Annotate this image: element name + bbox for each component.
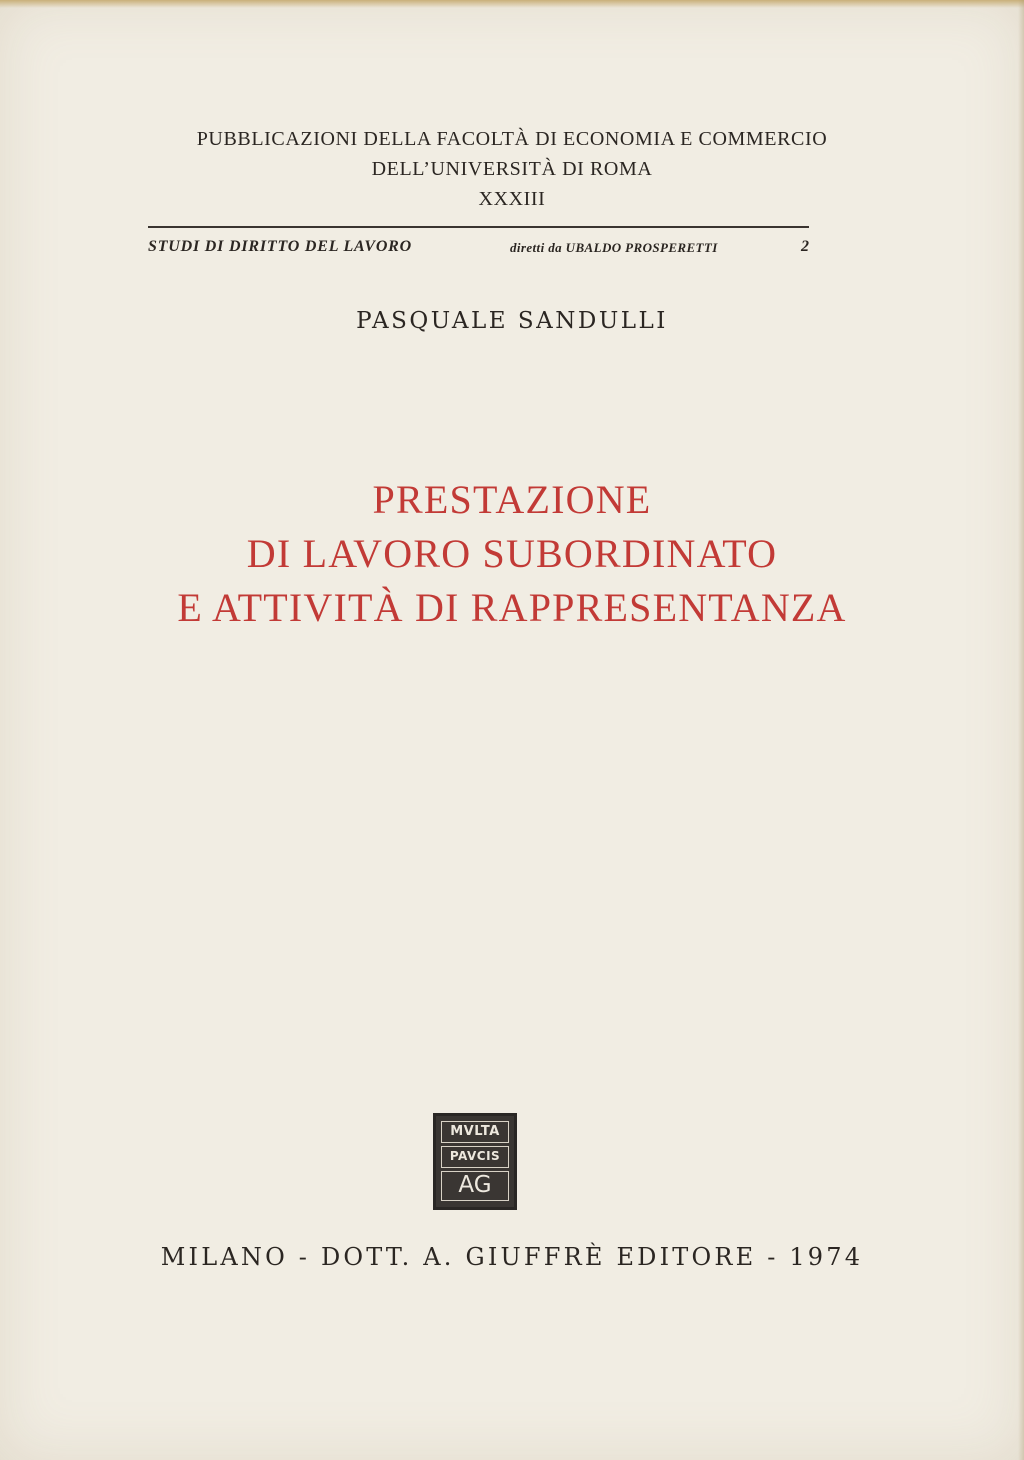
logo-text-multa: MVLTA [441, 1121, 509, 1143]
book-title-line-1: PRESTAZIONE [372, 477, 652, 522]
publisher-logo [433, 1113, 517, 1210]
series-line-2: DELL’UNIVERSITÀ DI ROMA [371, 158, 653, 180]
logo-text-ag: AG [441, 1171, 509, 1201]
subseries-editor: diretti da UBALDO PROSPERETTI [510, 240, 718, 255]
top-rule [148, 226, 809, 228]
subseries-title: STUDI DI DIRITTO DEL LAVORO [148, 238, 412, 255]
subseries-line [148, 238, 809, 260]
author-name: PASQUALE SANDULLI [356, 308, 668, 334]
series-volume: XXXIII [478, 188, 546, 210]
subseries-number: 2 [801, 238, 809, 255]
book-title-line-3: E ATTIVITÀ DI RAPPRESENTANZA [177, 585, 847, 630]
logo-text-paucis: PAVCIS [441, 1146, 509, 1168]
book-title-line-2: DI LAVORO SUBORDINATO [246, 531, 778, 576]
series-line-1: PUBBLICAZIONI DELLA FACOLTÀ DI ECONOMIA E COMMERCIO [196, 128, 828, 150]
publisher-imprint: MILANO - DOTT. A. GIUFFRÈ EDITORE - 1974 [160, 1243, 864, 1271]
